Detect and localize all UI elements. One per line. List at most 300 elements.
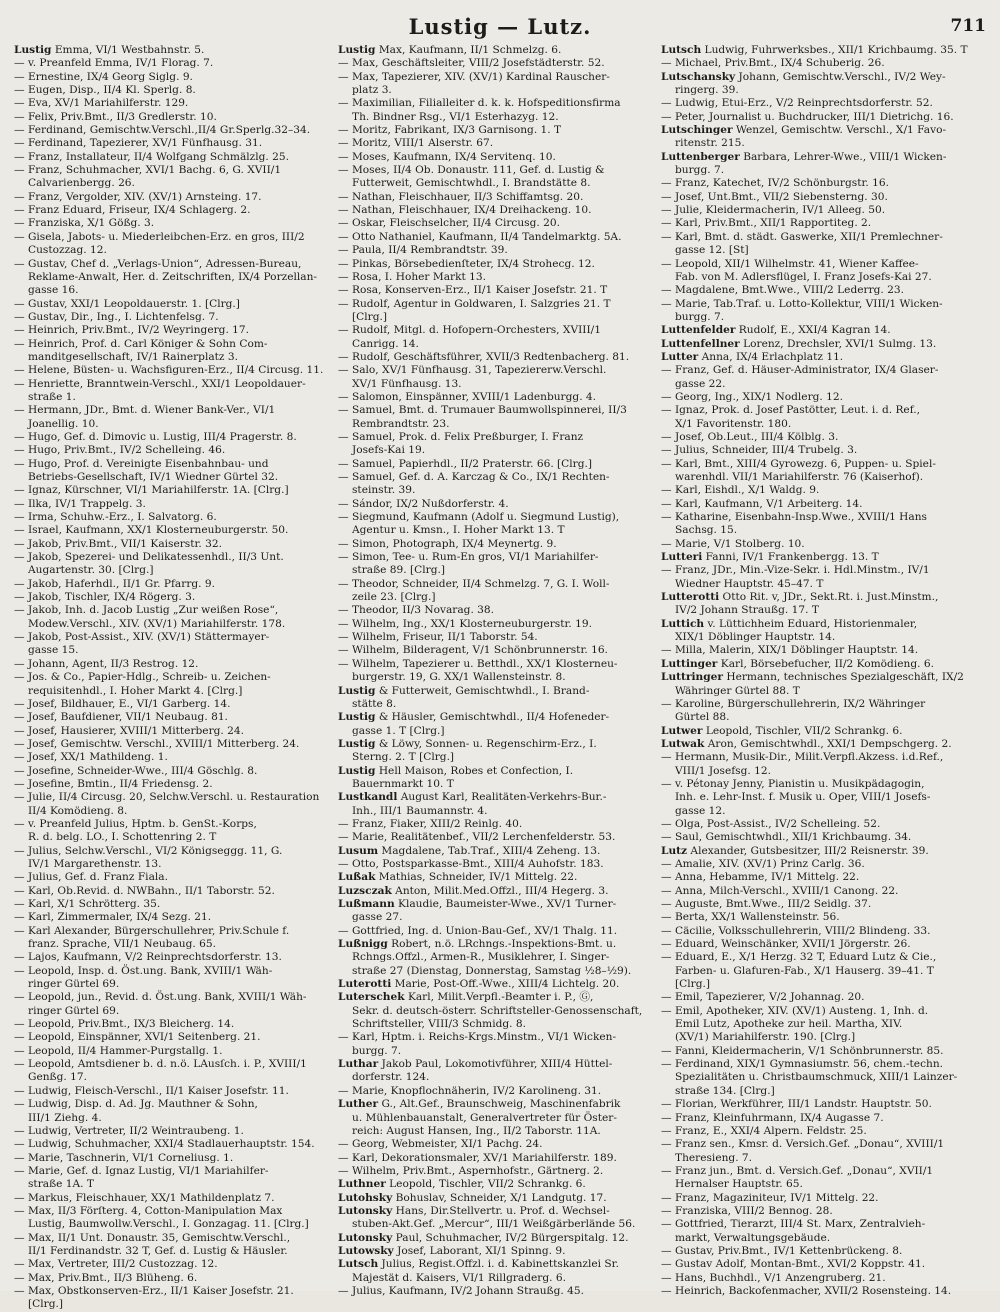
entry-head-line: Lustig & Löwy, Sonnen- u. Regenschirm-Erz., I. [338,737,597,750]
entry-line: — Emil, Apotheker, XIV. (XV/1) Austeng. 1, Inh. d. [661,1004,929,1017]
surname: Lutowsky [338,1244,394,1257]
entry-head-line: Lutteri Fanni, IV/1 Frankenbergg. 13. T [661,551,879,564]
entry-line: — Irma, Schuhw.-Erz., I. Salvatorg. 6. [14,511,217,524]
entry-line: — Marie, Realitätenbef., VII/2 Lerchenfelderstr. 53. [338,831,616,844]
entry-line: — Otto, Postsparkasse-Bmt., XIII/4 Auhofstr. 183. [338,857,604,870]
entry-line: — Jakob, Spezerei- und Delikatessenhdl., II/3 Unt. [14,551,284,564]
entry-line: — Ilka, IV/1 Trappelg. 3. [14,497,146,510]
entry-line: — Olga, Post-Assist., IV/2 Schelleing. 52. [661,817,881,830]
surname: Luttinger [661,657,718,670]
entry-head-line: Lustig & Häusler, Gemischtwhdl., II/4 Hofeneder- [338,711,610,724]
entry-line: — Wilhelm, Ing., XX/1 Klosterneuburgerstr. 19. [338,617,592,630]
entry-line: — Jakob, Inh. d. Jacob Lustig „Zur weißen Rose“, [14,604,279,617]
entry-line: — Leopold, Priv.Bmt., IX/3 Bleicherg. 14. [14,1018,235,1031]
entry-line: — Julius, Gef. d. Franz Fiala. [14,871,168,884]
entry-line: — Ludwig, Fleisch-Verschl., II/1 Kaiser Josefstr. 11. [14,1084,289,1097]
surname: Lußak [338,871,376,884]
entry-continuation-line: Reklame-Anwalt, Her. d. Zeitschriften, IX/4 Porzellan- [28,270,317,283]
entry-head-line: Lutonsky Hans, Dir.Stellvertr. u. Prof. d. Wechsel- [338,1204,610,1217]
entry-line: — Josef, Hausierer, XVIII/1 Mitterberg. 24. [14,724,244,737]
entry-head-line: Lutz Alexander, Gutsbesitzer, III/2 Reisnerstr. 39. [661,844,929,857]
entry-line: — Hugo, Prof. d. Vereinigte Eisenbahnbau- und [14,457,269,470]
entry-head-line: Lustig & Futterweit, Gemischtwhdl., I. Brand- [338,684,590,697]
entry-line: — Jakob, Haferhdl., II/1 Gr. Pfarrg. 9. [14,577,216,590]
entry-line: — Nathan, Fleischhauer, IX/4 Dreihackeng. 10. [338,204,592,217]
entry-continuation-line: ringer Gürtel 69. [28,978,120,991]
entry-line: — Theodor, Schneider, II/4 Schmelzg. 7, G. I. Woll- [338,577,610,590]
surname: Lußnigg [338,938,388,951]
entry-head-line: Lustig Emma, VI/1 Westbahnstr. 5. [14,44,205,56]
entry-head-line: Lutterotti Otto Rit. v, JDr., Sekt.Rt. i. Just.Minstm., [661,591,939,604]
entry-continuation-line: Rembrandtstr. 23. [352,417,450,430]
entry-line: — Peter, Journalist u. Buchdrucker, III/1 Dietrichg. 16. [661,110,954,123]
entry-line: — Marie, Gef. d. Ignaz Lustig, VI/1 Mariahilfer- [14,1164,269,1177]
entry-line: — Moritz, VIII/1 Alserstr. 67. [338,137,494,150]
entry-continuation-line: Emil Lutz, Apotheke zur heil. Martha, XIV. [675,1018,903,1031]
entry-continuation-line: burgg. 7. [675,164,725,177]
entry-line: — Israel, Kaufmann, XX/1 Klosterneuburgerstr. 50. [14,524,289,537]
entry-continuation-line: Calvarienbergg. 26. [28,177,135,190]
entry-continuation-line: Theresieng. 7. [675,1151,753,1164]
surname: Lustig [338,44,376,56]
entry-continuation-line: ringer Gürtel 69. [28,1004,120,1017]
entry-head-line: Luttenberger Barbara, Lehrer-Wwe., VIII/1 Wicken- [661,150,947,163]
entry-head-line: Luttenfellner Lorenz, Drechsler, XVI/1 Sulmg. 13. [661,337,937,350]
entry-continuation-line: Sterng. 2. T [Clrg.] [352,751,455,764]
entry-continuation-line: Majestät d. Kaisers, VI/1 Rillgraderg. 6. [352,1271,566,1284]
entry-line: — Karl, Priv.Bmt., XII/1 Rapportiteg. 2. [661,217,872,230]
entry-line: — Karl, Hptm. i. Reichs-Krgs.Minstm., VI/1 Wicken- [338,1031,617,1044]
column-1 [14,44,336,1312]
entry-continuation-line: dorferstr. 124. [352,1071,430,1084]
entry-line: — Cäcilie, Volksschullehrerin, VIII/2 Blindeng. 33. [661,924,931,937]
entry-line: — Karoline, Bürgerschullehrerin, IX/2 Währinger [661,697,926,710]
entry-continuation-line: stätte 8. [352,697,397,710]
entry-line: — Ludwig, Schuhmacher, XXI/4 Stadlauerhauptstr. 154. [14,1138,315,1151]
entry-line: — Ignaz, Prok. d. Josef Pastötter, Leut. i. d. Ref., [661,404,920,417]
entry-line: — Max, II/3 Förſterg. 4, Cotton-Manipulation Max [14,1204,283,1217]
entry-line: — Leopold, II/4 Hammer-Purgstallg. 1. [14,1044,223,1057]
entry-continuation-line: Betriebs-Gesellschaft, IV/1 Wiedner Gürtel 32. [28,471,279,483]
entry-line: — Eduard, E., X/1 Herzg. 32 T, Eduard Lutz & Cie., [661,951,937,964]
entry-line: — Salo, XV/1 Fünfhausg. 31, Tapeziererw.Verschl. [338,364,607,377]
entry-continuation-line: straße 1. [28,390,76,403]
entry-head-line: Lutohsky Bohuslav, Schneider, X/1 Landgutg. 17. [338,1191,607,1204]
entry-line: — Hugo, Priv.Bmt., IV/2 Schelleing. 46. [14,444,226,457]
entry-continuation-line: zeile 23. [Clrg.] [352,591,436,604]
entry-line: — Ludwig, Disp. d. Ad. Jg. Mauthner & Sohn, [14,1098,258,1111]
surname: Lustig [338,764,376,777]
entry-line: — v. Pétonay Jenny, Pianistin u. Musikpädagogin, [661,777,925,790]
surname: Luttenfelder [661,324,736,337]
entry-line: — Anna, Hebamme, IV/1 Mittelg. 22. [661,871,860,884]
entry-line: — Hermann, Musik-Dir., Milit.Verpfl.Akzess. i.d.Ref., [661,751,944,764]
entry-head-line: Lustig Hell Maison, Robes et Confection, I. [338,764,574,777]
entry-line: — Julie, Kleidermacherin, IV/1 Alleeg. 50. [661,204,886,217]
entry-line: — Anna, Milch-Verschl., XVIII/1 Canong. 22. [661,884,899,897]
surname: Lutschinger [661,124,733,137]
entry-continuation-line: Währinger Gürtel 88. T [675,684,800,697]
entry-line: — Paula, II/4 Rembrandtstr. 39. [338,244,508,257]
entry-line: — Heinrich, Prof. d. Carl Königer & Sohn Com- [14,337,268,350]
surname: Luzsczak [338,884,392,897]
entry-line: — Florian, Werkführer, III/1 Landstr. Hauptstr. 50. [661,1098,932,1111]
entry-head-line: Lutowsky Josef, Laborant, XI/1 Spinng. 9. [338,1244,566,1257]
entry-line: — Rudolf, Mitgl. d. Hofopern-Orchesters, XVIII/1 [338,324,601,337]
entry-line: — Gustav, Chef d. „Verlags-Union“, Adressen-Bureau, [14,257,302,270]
entry-line: — Wilhelm, Bilderagent, V/1 Schönbrunnerstr. 16. [338,644,608,657]
entry-line: — Hans, Buchhdl., V/1 Anzengruberg. 21. [661,1271,886,1284]
entry-continuation-line: Spezialitäten u. Christbaumschmuck, XIII/1 Lainzer- [675,1071,958,1084]
entry-line: — Wilhelm, Priv.Bmt., Aspernhofstr., Gärtnerg. 2. [338,1164,604,1177]
entry-line: — Jakob, Post-Assist., XIV. (XV/1) Stättermayer- [14,631,270,644]
entry-continuation-line: XIX/1 Döblinger Hauptstr. 14. [675,631,836,644]
entry-line: — Karl Alexander, Bürgerschullehrer, Priv.Schule f. [14,924,290,937]
entry-continuation-line: markt, Verwaltungsgebäude. [675,1231,831,1244]
entry-line: — Auguste, Bmt.Wwe., III/2 Seidlg. 37. [661,898,872,910]
entry-line: — Josef, Ob.Leut., III/4 Kölblg. 3. [661,430,839,443]
surname: Luterotti [338,978,392,991]
entry-head-line: Lutsch Julius, Regist.Offzl. i. d. Kabinettskanzlei Sr. [338,1258,619,1271]
entry-line: — Lajos, Kaufmann, V/2 Reinprechtsdorferstr. 13. [14,951,282,964]
entry-line: — Josef, Gemischtw. Verschl., XVIII/1 Mitterberg. 24. [14,737,300,750]
entry-line: — Marie, Knopflochnäherin, IV/2 Karolineng. 31. [338,1084,602,1097]
surname: Luttringer [661,671,723,684]
entry-line: — Max, Priv.Bmt., II/3 Blüheng. 6. [14,1271,198,1284]
entry-continuation-line: requisitenhdl., I. Hoher Markt 4. [Clrg.] [28,684,243,697]
entry-line: — Franz, Katechet, IV/2 Schönburgstr. 16. [661,177,889,190]
entry-continuation-line: (XV/1) Mariahilferstr. 190. [Clrg.] [675,1031,856,1044]
entry-line: — Wilhelm, Tapezierer u. Betthdl., XX/1 Klosterneu- [338,657,618,670]
surname: Lutz [661,844,688,857]
entry-line: — Eva, XV/1 Mariahilferstr. 129. [14,97,189,110]
entry-line: — Berta, XX/1 Wallensteinstr. 56. [661,911,840,924]
entry-continuation-line: Wiedner Hauptstr. 45–47. T [675,577,824,590]
entry-line: — Gottfried, Ing. d. Union-Bau-Gef., XV/1 Thalg. 11. [338,924,618,937]
entry-line: — v. Preanfeld Julius, Hptm. b. GenSt.-Korps, [14,817,257,830]
surname: Lutterotti [661,591,720,604]
entry-line: — Julie, II/4 Circusg. 20, Selchw.Verschl. u. Restauration [14,791,320,804]
entry-line: — Karl, Eishdl., X/1 Waldg. 9. [661,484,820,497]
entry-continuation-line: Lustig, Baumwollw.Verschl., I. Gonzagag. 11. [Clrg.] [28,1218,309,1231]
entry-continuation-line: Modew.Verschl., XIV. (XV/1) Mariahilferstr. 178. [28,617,286,630]
entry-line: — Saul, Gemischtwhdl., XII/1 Krichbaumg. 34. [661,831,912,844]
surname: Lutschansky [661,70,736,83]
entry-head-line: Lutonsky Paul, Schuhmacher, IV/2 Bürgerspitalg. 12. [338,1231,629,1244]
entry-line: — Michael, Priv.Bmt., IX/4 Schuberig. 26. [661,57,885,70]
entry-continuation-line: Josefs-Kai 19. [352,444,426,457]
surname: Lutter [661,350,699,363]
entry-line: — Ernestine, IX/4 Georg Siglg. 9. [14,70,193,83]
entry-line: — Jakob, Priv.Bmt., VII/1 Kaiserstr. 32. [14,537,222,550]
entry-line: — Julius, Schneider, III/4 Trubelg. 3. [661,444,858,457]
entry-line: — Oskar, Fleischselcher, II/4 Circusg. 20. [338,217,560,230]
surname: Luttenfellner [661,337,740,350]
entry-line: — Franz, Schuhmacher, XVI/1 Bachg. 6, G. XVII/1 [14,164,282,177]
entry-continuation-line: gasse 12. [675,804,726,817]
entry-line: — Georg, Webmeister, XI/1 Pachg. 24. [338,1138,543,1151]
entry-head-line: Lustig Max, Kaufmann, II/1 Schmelzg. 6. [338,44,562,56]
entry-continuation-line: ritenstr. 215. [675,137,745,150]
entry-line: — Hugo, Gef. d. Dimovic u. Lustig, III/4 Pragerstr. 8. [14,430,297,443]
entry-line: — Franz sen., Kmsr. d. Versich.Gef. „Donau“, XVIII/1 [661,1138,945,1151]
entry-head-line: Lutwak Aron, Gemischtwhdl., XXI/1 Dempschgerg. 2. [661,737,952,750]
entry-line: — Josefine, Schneider-Wwe., III/4 Göschlg. 8. [14,764,258,777]
entry-line: — Moses, Kaufmann, IX/4 Servitenq. 10. [338,150,556,163]
entry-line: — Karl, Dekorationsmaler, XV/1 Mariahilferstr. 189. [338,1151,617,1164]
entry-line: — Leopold, Amtsdiener b. d. n.ö. LAusſch. i. P., XVIII/1 [14,1058,307,1071]
entry-line: — Samuel, Prok. d. Felix Preßburger, I. Franz [338,430,584,443]
entry-line: — Ferdinand, Gemischtw.Verschl.,II/4 Gr.Sperlg.32–34. [14,124,311,137]
entry-line: — Marie, Tab.Traf. u. Lotto-Kollektur, VIII/1 Wicken- [661,297,943,310]
entry-line: — Samuel, Gef. d. A. Karczag & Co., IX/1 Rechten- [338,471,610,483]
entry-continuation-line: ringerg. 39. [675,84,739,97]
entry-head-line: Luttringer Hermann, technisches Spezialgeschäft, IX/2 [661,671,964,684]
entry-continuation-line: manditgesellschaft, IV/1 Rainerplatz 3. [28,350,238,363]
entry-line: — Henriette, Branntwein-Verschl., XXI/1 Leopoldauer- [14,377,306,390]
entry-continuation-line: X/1 Favoritenstr. 180. [675,417,792,430]
entry-line: — Max, Obstkonserven-Erz., II/1 Kaiser Josefstr. 21. [14,1284,294,1297]
entry-continuation-line: Sachsg. 15. [675,524,738,537]
entry-line: — Rudolf, Agentur in Goldwaren, I. Salzgries 21. T [338,297,611,310]
entry-continuation-line: Inh., III/1 Baumannstr. 4. [352,804,488,817]
entry-head-line: Luther G., Alt.Gef., Braunschweig, Maschinenfabrik [338,1098,621,1111]
entry-line: — Franz, E., XXI/4 Alpern. Feldstr. 25. [661,1124,867,1137]
entry-head-line: Lustkandl August Karl, Realitäten-Verkehrs-Bur.- [338,791,607,804]
entry-continuation-line: Schriftsteller, VIII/3 Schmidg. 8. [352,1018,527,1031]
surname: Lusum [338,844,379,857]
entry-continuation-line: straße 1A. T [28,1178,94,1191]
entry-line: — Franziska, X/1 Gößg. 3. [14,217,155,230]
entry-continuation-line: II/4 Komödieng. 8. [28,804,128,817]
entry-continuation-line: VIII/1 Josefsg. 12. [675,764,771,777]
entry-line: — Franz jun., Bmt. d. Versich.Gef. „Donau“, XVII/1 [661,1164,934,1177]
entry-continuation-line: stuben-Akt.Gef. „Mercur“, III/1 Weißgärberlände 56. [352,1218,636,1231]
entry-line: — Karl, Bmt., XIII/4 Gyrowezg. 6, Puppen- u. Spiel- [661,457,936,470]
entry-line: — Jos. & Co., Papier-Hdlg., Schreib- u. Zeichen- [14,671,271,684]
entry-line: — Franziska, VIII/2 Bennog. 28. [661,1204,833,1217]
entry-line: — Leopold, XII/1 Wilhelmstr. 41, Wiener Kaffee- [661,257,919,270]
entry-line: — Gustav, Dir., Ing., I. Lichtenfelsg. 7. [14,310,219,323]
entry-line: — Eugen, Disp., II/4 Kl. Sperlg. 8. [14,84,196,97]
entry-line: — Fanni, Kleidermacherin, V/1 Schönbrunnerstr. 85. [661,1044,944,1057]
entry-continuation-line: XV/1 Fünfhausg. 13. [352,377,462,390]
entry-line: — Ferdinand, XIX/1 Gymnasiumstr. 56, chem.-techn. [661,1058,944,1071]
entry-head-line: Luterschek Karl, Milit.Verpfl.-Beamter i. P., Ⓖ, [338,991,594,1004]
surname: Luthar [338,1058,379,1071]
entry-continuation-line: Fab. von M. Adlersflügel, I. Franz Josefs-Kai 27. [675,270,932,283]
entry-line: — Franz, Fiaker, XIII/2 Reinlg. 40. [338,817,523,830]
entry-continuation-line: warenhdl. VII/1 Mariahilferstr. 76 (Kaiserhof). [675,471,924,483]
entry-continuation-line: II/1 Ferdinandstr. 32 T, Gef. d. Lustig & Häusler. [28,1244,288,1257]
entry-line: — Gustav, XXI/1 Leopoldauerstr. 1. [Clrg.] [14,297,240,310]
entry-line: — Rudolf, Geschäftsführer, XVII/3 Redtenbacherg. 81. [338,350,630,363]
entry-continuation-line: Th. Bindner Rsg., VI/1 Esterhazyg. 12. [352,110,559,123]
entry-continuation-line: Bauernmarkt 10. T [352,777,454,790]
entry-continuation-line: IV/2 Johann Straußg. 17. T [675,604,819,617]
entry-continuation-line: Farben- u. Glafuren-Fab., X/1 Hauserg. 39–41. T [675,964,934,977]
entry-line: — Franz, Vergolder, XIV. (XV/1) Arnsteing. 17. [14,190,262,203]
entry-line: — Ludwig, Etui-Erz., V/2 Reinprechtsdorferstr. 52. [661,97,933,110]
entry-line: — Heinrich, Priv.Bmt., IV/2 Weyringerg. 17. [14,324,250,337]
entry-line: — Eduard, Weinschänker, XVII/1 Jörgerstr. 26. [661,938,911,951]
entry-line: — Max, Tapezierer, XIV. (XV/1) Kardinal Rauscher- [338,70,610,83]
entry-line: — Franz Eduard, Friseur, IX/4 Schlagerg. 2. [14,204,251,217]
entry-line: — Karl, Kaufmann, V/1 Arbeiterg. 14. [661,497,863,510]
entry-head-line: Lutschansky Johann, Gemischtw.Verschl., IV/2 Wey- [661,70,946,83]
entry-line: — Hermann, JDr., Bmt. d. Wiener Bank-Ver., VI/1 [14,404,276,417]
surname: Lußmann [338,898,395,910]
entry-continuation-line: [Clrg.] [352,310,387,323]
entry-continuation-line: straße 89. [Clrg.] [352,564,445,577]
entry-head-line: Lusum Magdalene, Tab.Traf., XIII/4 Zeheng. 13. [338,844,601,857]
entry-continuation-line: Canrigg. 14. [352,337,419,350]
entry-line: — Leopold, jun., Revid. d. Öst.ung. Bank, XVIII/1 Wäh- [14,991,307,1004]
entry-continuation-line: Sekr. d. deutsch-österr. Schriftsteller-Genossenschaft, [352,1004,643,1017]
page-header-title: Lustig — Lutz. [408,14,592,39]
entry-continuation-line: gasse 1. T [Clrg.] [352,724,445,737]
entry-head-line: Lußmann Klaudie, Baumeister-Wwe., XV/1 Turner- [338,898,617,910]
entry-head-line: Lußak Mathias, Schneider, IV/1 Mittelg. 22. [338,871,578,884]
entry-line: — Marie, Taschnerin, VI/1 Corneliusg. 1. [14,1151,234,1164]
entry-line: — Samuel, Papierhdl., II/2 Praterstr. 66. [Clrg.] [338,457,593,470]
entry-line: — Gottfried, Tierarzt, III/4 St. Marx, Zentralvieh- [661,1218,926,1231]
entry-line: — Franz, Installateur, II/4 Wolfgang Schmälzlg. 25. [14,150,289,163]
surname: Lutwak [661,737,705,750]
entry-line: — Karl, X/1 Schrötterg. 35. [14,898,161,910]
entry-head-line: Luthner Leopold, Tischler, VII/2 Schrankg. 6. [338,1178,586,1191]
entry-line: — Otto Nathaniel, Kaufmann, II/4 Tandelmarktg. 5A. [338,230,622,243]
surname: Lutsch [661,44,702,56]
entry-line: — v. Preanfeld Emma, IV/1 Florag. 7. [14,57,214,70]
surname: Lutonsky [338,1204,393,1217]
entry-line: — Heinrich, Backofenmacher, XVII/2 Rosensteing. 14. [661,1284,952,1297]
entry-line: — Simon, Photograph, IX/4 Meynertg. 9. [338,537,557,550]
entry-line: — Rosa, I. Hoher Markt 13. [338,270,486,283]
entry-continuation-line: platz 3. [352,84,392,97]
entry-continuation-line: gasse 27. [352,911,403,924]
entry-continuation-line: Futterweit, Gemischtwhdl., I. Brandstätte 8. [352,177,591,190]
entry-continuation-line: burgg. 7. [352,1044,402,1057]
entry-line: — Karl, Ob.Revid. d. NWBahn., II/1 Taborstr. 52. [14,884,275,897]
entry-line: — Leopold, Insp. d. Öst.ung. Bank, XVIII/1 Wäh- [14,964,273,977]
surname: Lustig [338,711,376,724]
entry-continuation-line: R. d. belg. LO., I. Schottenring 2. T [28,831,217,844]
entry-line: — Gustav Adolf, Montan-Bmt., XVI/2 Koppstr. 41. [661,1258,926,1271]
entry-line: — Josefine, Bmtin., II/4 Friedensg. 2. [14,777,213,790]
entry-line: — Josef, Unt.Bmt., VII/2 Siebensterng. 30. [661,190,888,203]
surname: Lutwer [661,724,703,737]
entry-line: — Moses, II/4 Ob. Donaustr. 111, Gef. d. Lustig & [338,164,605,177]
entry-continuation-line: franz. Sprache, VII/1 Neubaug. 65. [28,938,216,951]
entry-head-line: Luthar Jakob Paul, Lokomotivführer, XIII/4 Hüttel- [338,1058,613,1071]
entry-line: — Franz, JDr., Min.-Vize-Sekr. i. Hdl.Minstm., IV/1 [661,564,930,577]
surname: Luttich [661,617,705,630]
entry-continuation-line: Gürtel 88. [675,711,730,724]
surname: Lutonsky [338,1231,393,1244]
entry-line: — Franz, Gef. d. Häuser-Administrator, IX/4 Glaser- [661,364,939,377]
entry-line: — Marie, V/1 Stolberg. 10. [661,537,805,550]
entry-continuation-line: Agentur u. Kmsn., I. Hoher Markt 13. T [352,524,565,537]
surname: Luterschek [338,991,405,1004]
entry-continuation-line: IV/1 Margarethenstr. 13. [28,857,162,870]
entry-line: — Milla, Malerin, XIX/1 Döblinger Hauptstr. 14. [661,644,919,657]
entry-line: — Moritz, Fabrikant, IX/3 Garnisong. 1. T [338,124,562,137]
entry-line: — Sándor, IX/2 Nußdorferstr. 4. [338,497,509,510]
entry-continuation-line: burgerstr. 19, G. XX/1 Wallensteinstr. 8. [352,671,566,684]
entry-line: — Gustav, Priv.Bmt., IV/1 Kettenbrückeng. 8. [661,1244,903,1257]
surname: Lutteri [661,551,703,564]
entry-continuation-line: Genßg. 17. [28,1071,87,1084]
entry-line: — Max, Geschäftsleiter, VIII/2 Josefstädterstr. 52. [338,57,605,70]
entry-head-line: Luterotti Marie, Post-Off.-Wwe., XIII/4 Lichtelg. 20. [338,978,620,991]
entry-continuation-line: steinstr. 39. [352,484,416,497]
surname: Lustig [338,737,376,750]
entry-line: — Leopold, Einspänner, XVI/1 Seitenberg. 21. [14,1031,261,1044]
entry-head-line: Luttich v. Lüttichheim Eduard, Historienmaler, [661,617,918,630]
entry-line: — Josef, XX/1 Mathildeng. 1. [14,751,168,764]
entry-continuation-line: [Clrg.] [28,1298,63,1311]
entry-head-line: Lutschinger Wenzel, Gemischtw. Verschl., X/1 Favo- [661,124,947,137]
entry-line: — Pinkas, Börsebedienſteter, IX/4 Strohecg. 12. [338,257,595,270]
entry-continuation-line: gasse 16. [28,284,79,297]
entry-line: — Amalie, XIV. (XV/1) Prinz Carlg. 36. [661,857,865,870]
entry-continuation-line: burgg. 7. [675,310,725,323]
entry-continuation-line: Hernalser Hauptstr. 65. [675,1178,803,1191]
entry-line: — Georg, Ing., XIX/1 Nodlerg. 12. [661,390,844,403]
entry-line: — Rosa, Konserven-Erz., II/1 Kaiser Josefstr. 21. T [338,284,608,297]
entry-line: — Jakob, Tischler, IX/4 Rögerg. 3. [14,591,196,604]
surname: Luttenberger [661,150,740,163]
page-number: 711 [950,16,986,36]
entry-line: — Magdalene, Bmt.Wwe., VIII/2 Lederrg. 23. [661,284,904,297]
entry-continuation-line: gasse 22. [675,377,726,390]
entry-line: — Max, II/1 Unt. Donaustr. 35, Gemischtw.Verschl., [14,1231,291,1244]
entry-continuation-line: gasse 15. [28,644,79,657]
entry-line: — Nathan, Fleischhauer, II/3 Schiffamtsg. 20. [338,190,584,203]
entry-line: — Emil, Tapezierer, V/2 Johannag. 20. [661,991,865,1004]
entry-continuation-line: straße 27 (Dienstag, Donnerstag, Samstag ½8–½9). [352,964,632,977]
entry-line: — Theodor, II/3 Novarag. 38. [338,604,495,617]
entry-continuation-line: Rchngs.Offzl., Armen-R., Musiklehrer, I. Singer- [352,951,610,964]
entry-head-line: Luttenfelder Rudolf, E., XXI/4 Kagran 14. [661,324,891,337]
entry-head-line: Luzsczak Anton, Milit.Med.Offzl., III/4 Hegerg. 3. [338,884,609,897]
entry-head-line: Lußnigg Robert, n.ö. LRchngs.-Inspektions-Bmt. u. [338,938,617,951]
entry-continuation-line: [Clrg.] [675,978,710,991]
surname: Luther [338,1098,379,1111]
entry-line: — Karl, Zimmermaler, IX/4 Sezg. 21. [14,911,212,924]
surname: Lustig [338,684,376,697]
entry-continuation-line: gasse 12. [St] [675,244,749,257]
entry-line: — Ludwig, Vertreter, II/2 Weintraubeng. 1. [14,1124,244,1137]
entry-line: — Maximilian, Filialleiter d. k. k. Hofspeditionsfirma [338,97,621,110]
entry-line: — Salomon, Einspänner, XVIII/1 Ladenburgg. 4. [338,390,597,403]
entry-head-line: Luttinger Karl, Börsebefucher, II/2 Komödieng. 6. [661,657,934,670]
entry-line: — Simon, Tee- u. Rum-En gros, VI/1 Mariahilfer- [338,551,599,564]
entry-head-line: Lutter Anna, IX/4 Erlachplatz 11. [661,350,844,363]
entry-line: — Josef, Baufdiener, VII/1 Neubaug. 81. [14,711,228,724]
entry-line: — Felix, Priv.Bmt., II/3 Gredlerstr. 10. [14,110,217,123]
entry-line: — Gisela, Jabots- u. Miederleibchen-Erz. en gros, III/2 [14,230,305,243]
entry-line: — Katharine, Eisenbahn-Insp.Wwe., XVIII/1 Hans [661,511,927,524]
entry-line: — Ferdinand, Tapezierer, XV/1 Fünfhausg. 31. [14,137,263,150]
entry-continuation-line: u. Mühlenbauanstalt, Generalvertreter für Öster- [352,1111,617,1124]
entry-line: — Julius, Selchw.Verschl., VI/2 Königseggg. 11, G. [14,844,283,857]
entry-continuation-line: reich: August Hansen, Ing., II/2 Taborstr. 11A. [352,1124,601,1137]
surname: Lustig [14,44,52,56]
column-2 [338,44,660,1298]
entry-line: — Karl, Bmt. d. städt. Gaswerke, XII/1 Premlechner- [661,230,943,243]
